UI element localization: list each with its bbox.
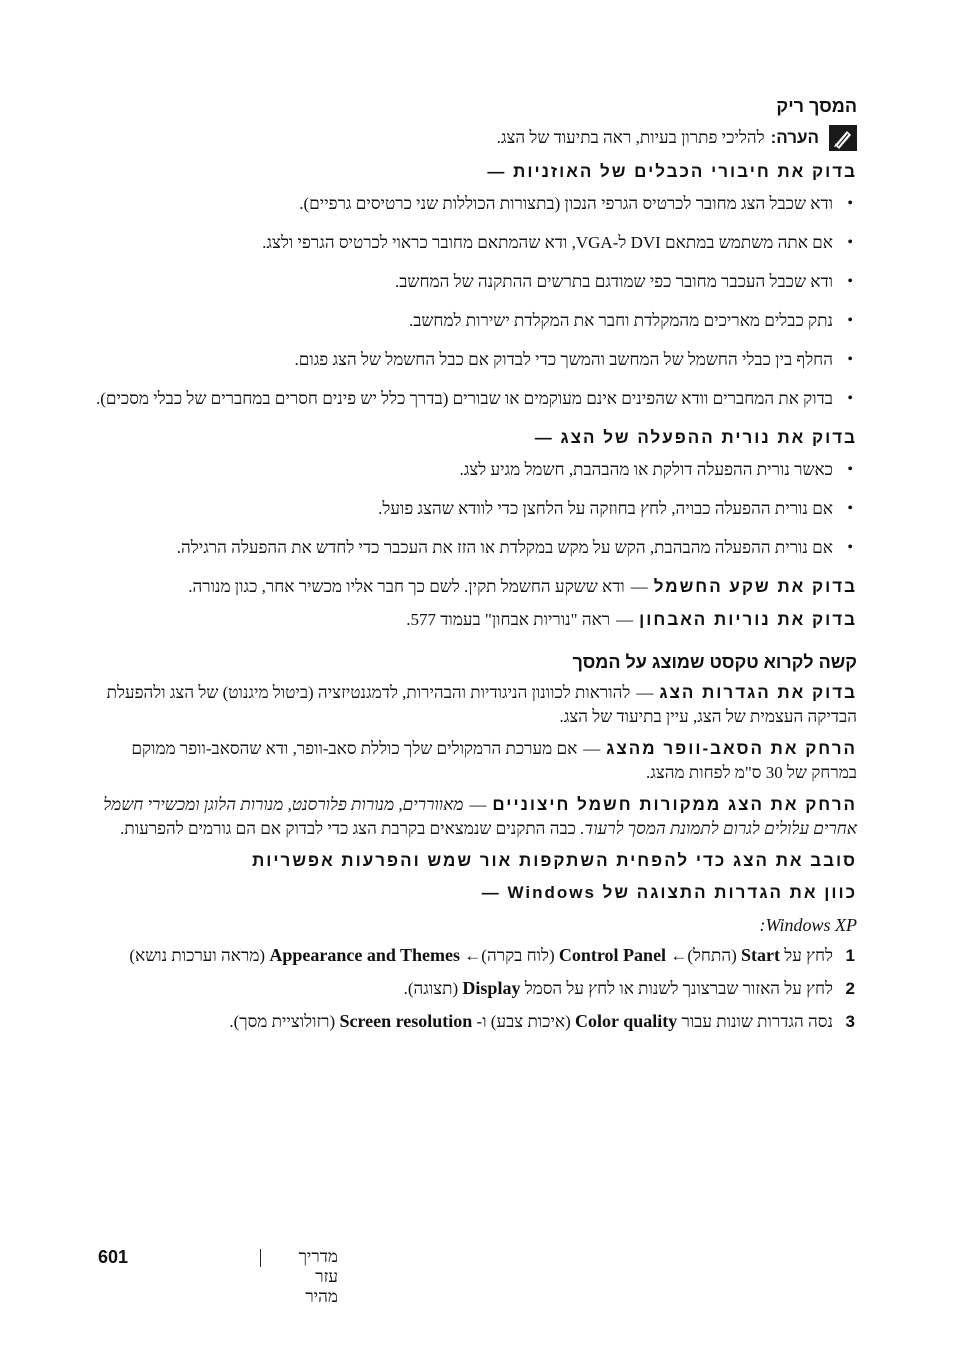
step-number: 1 [845,946,855,965]
external-paragraph [95,793,857,840]
list-item: • בדוק את המחברים וודא שהפינים אינם מעוקמים או שבורים (בדרך כלל יש פינים חסרים במחברים של כבלי מסכים). [95,387,833,411]
outlet-text: ודא ששקע החשמל תקין. לשם כך חבר אליו מכשיר אחר, כגון מנורה. [188,577,625,596]
external-text: כבה התקנים שנמצאים בקרבת הצג כדי לבדוק אם הם גורמים להפרעות. [120,819,576,838]
step-text: (מראה וערכות נושא) [129,946,266,965]
settings-heading: בדוק את הגדרות הצג [659,683,857,702]
diag-paragraph [95,608,857,632]
section-title-hard-to-read: קשה לקרוא טקסט שמוצג על המסך [572,652,857,672]
step-text: (איכות צבע) ו- [476,1012,571,1031]
note-label: הערה: [770,128,819,147]
pencil-note-icon [829,125,857,151]
note-text: להליכי פתרון בעיות, ראה בתיעוד של הצג. [496,128,765,147]
subwoofer-paragraph [95,737,857,784]
page-number: 601 [98,1247,129,1267]
step-text: (התחל) [687,946,737,965]
dash: — [616,610,634,629]
list-item: • אם נורית ההפעלה מהבהבת, הקש על מקש במקלדת או הזז את העכבר כדי לחדש את ההפעלה הרגילה. [95,536,833,560]
note [95,125,857,151]
external-heading: הרחק את הצג ממקורות חשמל חיצוניים [492,795,857,814]
diag-heading: בדוק את נוריות האבחון [639,610,857,629]
external-italic-text: מאווררים, מנורות פלורסנט, מנורות הלוגן ומכשירי חשמל אחרים עלולים לגרום לתמונת המסך לרעוד. [103,795,857,838]
page-footer [98,1245,338,1306]
color-quality-label: Color quality [575,1011,678,1031]
step-text: לחץ על האזור שברצונך לשנות או לחץ על הסמל [524,979,833,998]
outlet-heading: בדוק את שקע החשמל [653,577,857,596]
rotate-heading: סובב את הצג כדי להפחית השתקפות אור שמש והפרעות אפשריות [252,851,857,870]
step-text: (רזולוציית מסך). [229,1012,336,1031]
settings-paragraph [95,681,857,728]
list-item: • כאשר נורית ההפעלה דולקת או מהבהבת, חשמל מגיע לצג. [95,458,833,482]
display-settings-heading: כוון את הגדרות התצוגה של Windows — [481,883,857,902]
dash: — [636,683,654,702]
footer-divider [260,1249,261,1267]
page-content [95,94,857,1042]
subwoofer-heading: הרחק את הסאב-וופר מהצג [606,739,857,758]
list-item: • ודא שכבל הצג מחובר לכרטיס הגרפי הנכון (בתצורות הכוללות שני כרטיסים גרפיים). [95,192,833,216]
list-item: • אם אתה משתמש במתאם DVI ל-VGA, ודא שהמתאם מחובר כראוי לכרטיס הגרפי ולצג. [95,231,833,255]
diag-text: ראה "נוריות אבחון" בעמוד 577. [406,610,611,629]
os-label: Windows XP: [759,915,857,935]
cables-list [95,192,857,411]
power-light-list [95,458,857,560]
step-text: (תצוגה). [403,979,459,998]
dash: — [469,795,487,814]
settings-text: להוראות לכוונון הניגודיות והבהירות, לדמגנטיזציה (ביטול מיגנוט) של הצג ולהפעלת הבדיקה העצמית של הצג, עיין בתיעוד של הצג. [106,683,857,726]
section-title-blank-screen: המסך ריק [776,96,857,116]
step-text: לחץ על [784,946,833,965]
dash: — [583,739,601,758]
step-number: 2 [845,979,855,998]
list-item: • נתק כבלים מאריכים מהמקלדת וחבר את המקלדת ישירות למחשב. [95,309,833,333]
list-item: • ודא שכבל העכבר מחובר כפי שמודגם בתרשים ההתקנה של המחשב. [95,270,833,294]
list-item: • אם נורית ההפעלה כבויה, לחץ בחוזקה על הלחצן כדי לוודא שהצג פועל. [95,497,833,521]
display-label: Display [462,978,521,998]
steps-list [95,943,857,1034]
footer-title: מדריך עזר מהיר [298,1247,338,1306]
control-panel-label: Control Panel [558,945,667,965]
screen-resolution-label: Screen resolution [339,1011,473,1031]
power-light-heading: בדוק את נורית ההפעלה של הצג — [534,428,857,447]
start-label: Start [741,945,781,965]
step-item [95,1009,857,1034]
step-text: (לוח בקרה) [481,946,555,965]
step-item [95,976,857,1001]
cables-heading: בדוק את חיבורי הכבלים של האוזניות — [487,162,857,181]
dash: — [630,577,648,596]
step-text: נסה הגדרות שונות עבור [681,1012,833,1031]
step-number: 3 [845,1012,855,1031]
appearance-themes-label: Appearance and Themes [269,945,461,965]
subwoofer-text: אם מערכת הרמקולים שלך כוללת סאב-וופר, ודא שהסאב-וופר ממוקם במרחק של 30 ס"מ לפחות מהצג. [131,739,857,782]
list-item: • החלף בין כבלי החשמל של המחשב והמשך כדי לבדוק אם כבל החשמל של הצג פגום. [95,348,833,372]
arrow-left-icon: ← [670,946,688,965]
outlet-paragraph [95,575,857,599]
arrow-left-icon: ← [464,946,482,965]
step-item [95,943,857,968]
